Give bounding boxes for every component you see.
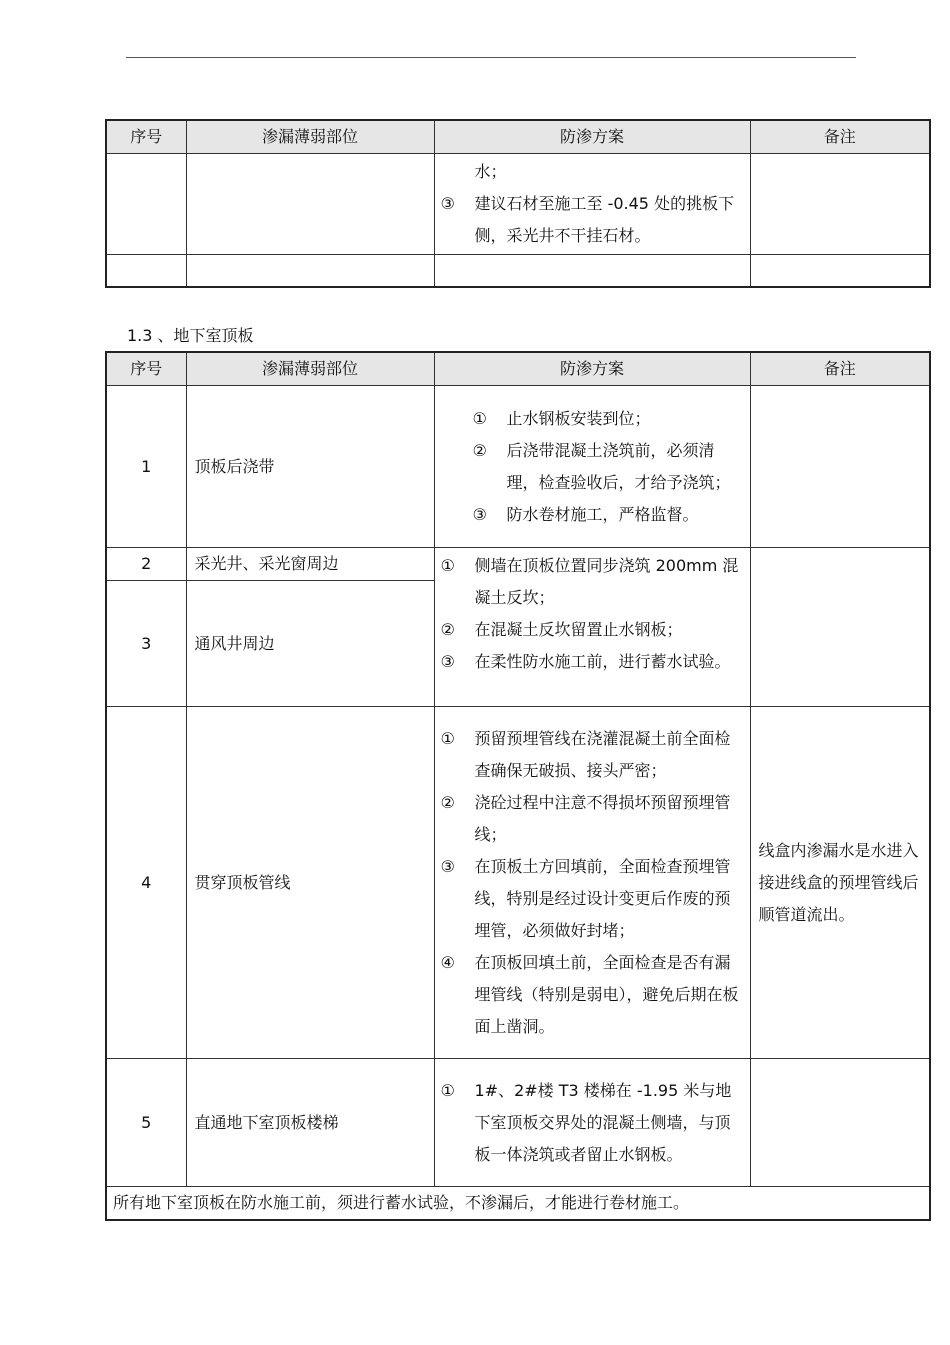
header-seq: 序号 <box>106 352 186 386</box>
table-footer-row <box>106 1187 930 1221</box>
header-note: 备注 <box>750 352 930 386</box>
row-seq: 1 <box>106 386 186 548</box>
row-part: 贯穿顶板管线 <box>186 707 434 1059</box>
plan-cell: ① 1#、2#楼 T3 楼梯在 -1.95 米与地下室顶板交界处的混凝土侧墙，与顶板一体浇筑或者留止水钢板。 <box>434 1059 750 1187</box>
table-row <box>106 386 930 548</box>
row-part: 顶板后浇带 <box>186 386 434 548</box>
header-plan: 防渗方案 <box>434 120 750 154</box>
section-title: 1.3 、地下室顶板 <box>127 326 254 345</box>
header-note: 备注 <box>750 120 930 154</box>
plan-cell <box>434 154 750 255</box>
item-number: ③ <box>440 194 455 213</box>
table-row <box>106 707 930 1059</box>
header-part: 渗漏薄弱部位 <box>186 120 434 154</box>
footer-note: 所有地下室顶板在防水施工前，须进行蓄水试验，不渗漏后，才能进行卷材施工。 <box>106 1187 930 1221</box>
row-seq: 2 <box>106 548 186 581</box>
row-seq: 4 <box>106 707 186 1059</box>
header-rule <box>126 57 856 58</box>
plan-line: 水； <box>474 162 507 181</box>
table-row <box>106 548 930 581</box>
plan-cell: ① 预留预埋管线在浇灌混凝土前全面检查确保无破损、接头严密； ② 浇砼过程中注意不得损坏预留预埋管线； ③ 在顶板土方回填前，全面检查预埋管线，特别是经过设计变更后作废的预埋管，必须做好封堵； ④ 在顶板回填土前，全面检查是否有漏埋管线（特别是弱电），避免后期在板面上凿洞。 <box>434 707 750 1059</box>
table-row <box>106 1059 930 1187</box>
header-plan: 防渗方案 <box>434 352 750 386</box>
row-part: 直通地下室顶板楼梯 <box>186 1059 434 1187</box>
plan-cell: ① 止水钢板安装到位； ② 后浇带混凝土浇筑前，必须清理，检查验收后，才给予浇筑； ③ 防水卷材施工，严格监督。 <box>434 386 750 548</box>
header-seq: 序号 <box>106 120 186 154</box>
table-roof-slab <box>105 351 931 1221</box>
header-part: 渗漏薄弱部位 <box>186 352 434 386</box>
table-continuation <box>105 119 931 288</box>
table-header-row <box>106 120 930 154</box>
row-part: 采光井、采光窗周边 <box>186 548 434 581</box>
table-row <box>106 255 930 287</box>
table-row <box>106 154 930 255</box>
row-seq: 5 <box>106 1059 186 1187</box>
row-note: 线盒内渗漏水是水进入接进线盒的预埋管线后顺管道流出。 <box>750 707 930 1059</box>
row-seq: 3 <box>106 581 186 707</box>
plan-cell-shared: ① 侧墙在顶板位置同步浇筑 200mm 混凝土反坎； ② 在混凝土反坎留置止水钢板； ③ 在柔性防水施工前，进行蓄水试验。 <box>434 548 750 707</box>
table-header-row <box>106 352 930 386</box>
row-part: 通风井周边 <box>186 581 434 707</box>
item-text: 建议石材至施工至 -0.45 处的挑板下侧，采光井不干挂石材。 <box>474 194 735 245</box>
